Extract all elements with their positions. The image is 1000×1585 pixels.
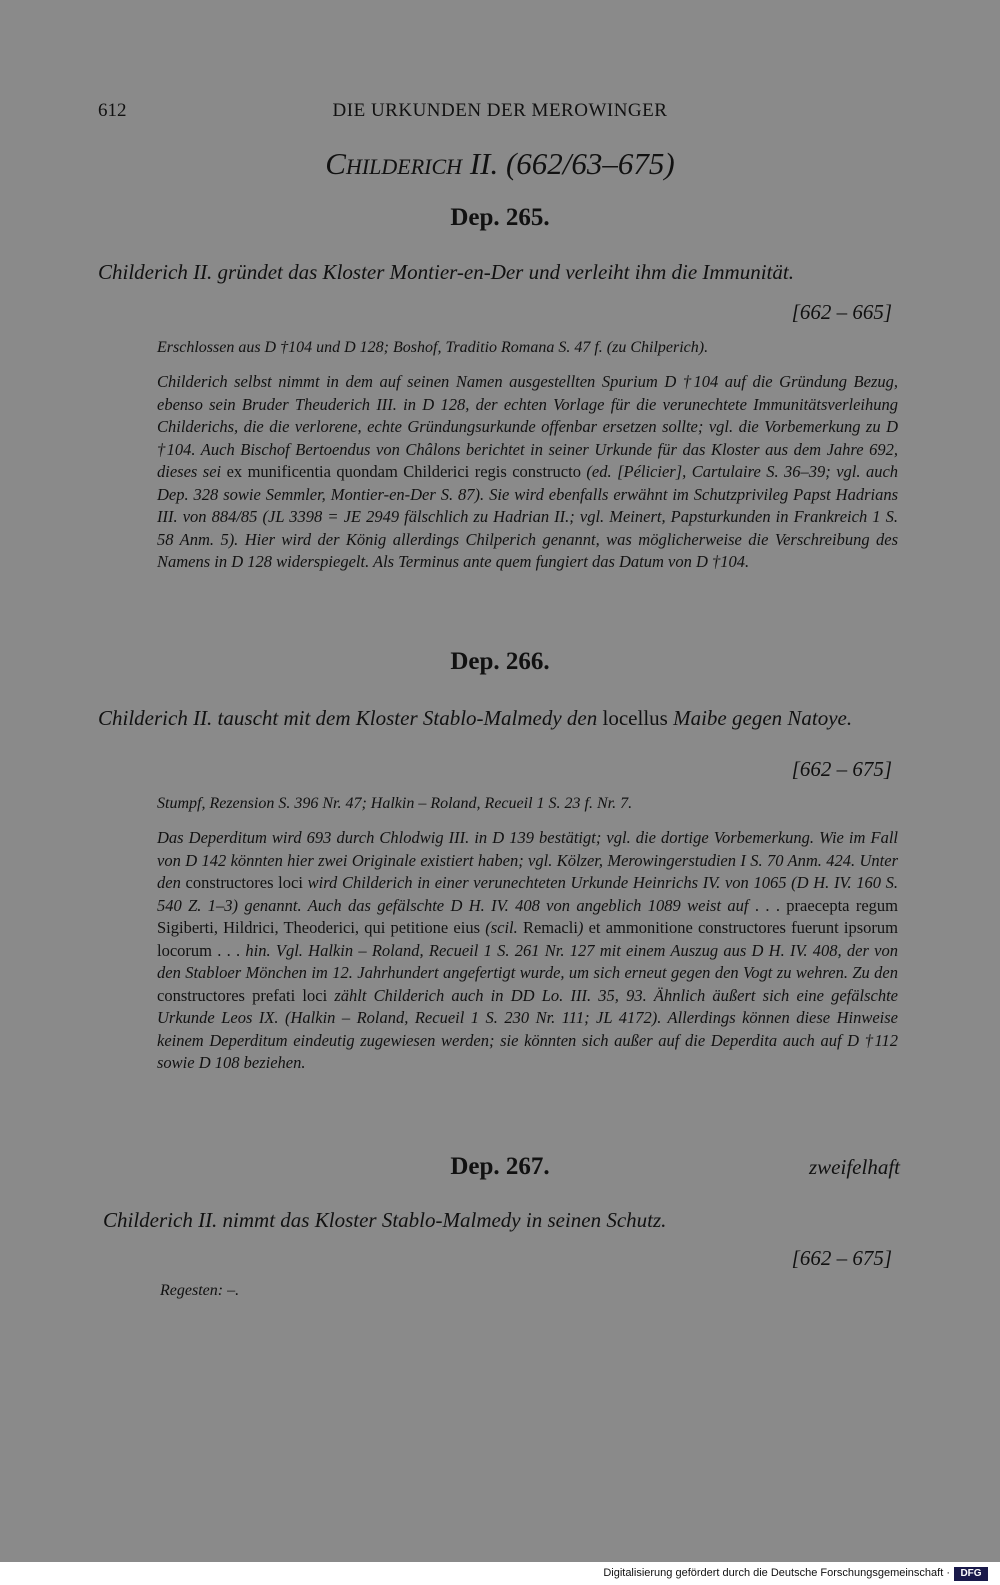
footer [0,1566,1000,1585]
dep-267-regest: Childerich II. nimmt das Kloster Stablo-Malmedy in seinen Schutz. [103,1208,667,1232]
comment-text: (scil. [485,918,518,937]
quotation: locellus [602,706,668,730]
dep-267-sources: Regesten: –. [160,1282,240,1299]
dep-265-date: [662 – 665] [791,300,892,324]
quotation: constructores loci [185,873,303,892]
comment-text: zählt Childerich auch in DD Lo. III. 35, 93. Ähnlich äußert sich eine gefälschte Urkunde Leos IX. (Halkin – Roland, Recueil 1 S. 230 Nr. 111; JL 4172). Allerdings können diese Hinweise keinem Deperditum eindeutig zugewiesen werden; sie könnten sich außer auf die Deperdita auch auf D †112 sowie D 108 beziehen. [157,985,899,1072]
comment-text: (ed. [Pélicier], Cartulaire S. 36–39; vgl. auch Dep. 328 sowie Semmler, Montier-en-Der S. 87). Sie wird ebenfalls erwähnt im Schutzprivileg Papst Hadrians III. von 884/85 (JL 3398 = JE 2949 fälschlich zu Hadrian II.; vgl. Meinert, Papsturkunden in Frankreich 1 S. 58 Anm. 5). Hier wird der König allerdings Chilperich genannt, was möglicherweise die Verschreibung des Namens in D 128 widerspiegelt. Als Terminus ante quem fungiert das Datum von D †104. [157,462,899,571]
dep-265-regest: Childerich II. gründet das Kloster Montier-en-Der und verleiht ihm die Immunität. [98,260,794,284]
quotation: et ammonitione constructores fuerunt ipsorum locorum . . . [157,918,899,960]
page-number: 612 [98,100,127,121]
dep-266-commentary [157,827,898,1075]
section-title-name: Childerich [325,146,463,181]
section-title [0,146,1000,182]
dep-266-date: [662 – 675] [791,757,892,781]
quotation: Remacli [522,918,578,937]
running-head [0,100,1000,126]
dep-267-qualifier: zweifelhaft [809,1155,900,1179]
dep-265-sources: Erschlossen aus D †104 und D 128; Boshof, Traditio Romana S. 47 f. (zu Chilperich). [157,339,709,356]
quotation: ex munificentia quondam Childerici regis constructo [226,462,581,481]
comment-text: hin. Vgl. Halkin – Roland, Recueil 1 S. 261 Nr. 127 mit einem Auszug aus D H. IV. 408, der von den Stabloer Mönchen im 12. Jahrhundert angefertigt wurde, um sich erneut gegen den Vogt zu wehren. Zu den [157,940,899,982]
dep-265-heading: Dep. 265. [450,204,550,231]
dep-267-date: [662 – 675] [791,1246,892,1270]
quotation: constructores prefati loci [157,985,328,1005]
dep-266-heading: Dep. 266. [450,648,550,675]
comment-text: Childerich selbst nimmt in dem auf seinen Namen ausgestellten Spurium D †104 auf die Gründung Bezug, ebenso sein Bruder Theuderich III. in D 128, der echten Vorlage für die verunechtete Immunitätsverleihung Childerichs, die die verlorene, echte Gründungsurkunde offenbar ersetzen sollte; vgl. die Vorbemerkung zu D †104. Auch Bischof Bertoendus von Châlons berichtet in seiner Urkunde für das Kloster aus dem Jahre 692, dieses sei [157,372,898,481]
section-title-rest: II. (662/63–675) [462,146,675,181]
dep-266-regest [98,706,898,731]
regest-text: Childerich II. tauscht mit dem Kloster Stablo-Malmedy den [98,706,598,730]
comment-text: ) [577,918,584,937]
running-title: DIE URKUNDEN DER MEROWINGER [332,100,668,121]
comment-text: Das Deperditum wird 693 durch Chlodwig III. in D 139 bestätigt; vgl. die dortige Vorbemerkung. Wie im Fall von D 142 könnten hier zwei Originale existiert haben; vgl. Kölzer, Merowingerstudien I S. 70 Anm. 424. Unter den [157,828,898,892]
quotation: . . . praecepta regum Sigiberti, Hildrici, Theoderici, qui petitione eius [157,895,899,937]
dep-265-commentary [157,371,898,574]
dfg-logo: DFG [954,1567,988,1581]
comment-text: wird Childerich in einer verunechteten Urkunde Heinrichs IV. von 1065 (D H. IV. 160 S. 540 Z. 1–3) genannt. Auch das gefälschte D H. IV. 408 von angeblich 1089 weist auf [157,873,899,915]
footer-credit: Digitalisierung gefördert durch die Deutsche Forschungsgemeinschaft · [603,1567,950,1579]
dep-266-sources: Stumpf, Rezension S. 396 Nr. 47; Halkin – Roland, Recueil 1 S. 23 f. Nr. 7. [157,795,633,812]
dep-267-heading: Dep. 267. [450,1153,550,1180]
regest-text: Maibe gegen Natoye. [673,706,853,730]
